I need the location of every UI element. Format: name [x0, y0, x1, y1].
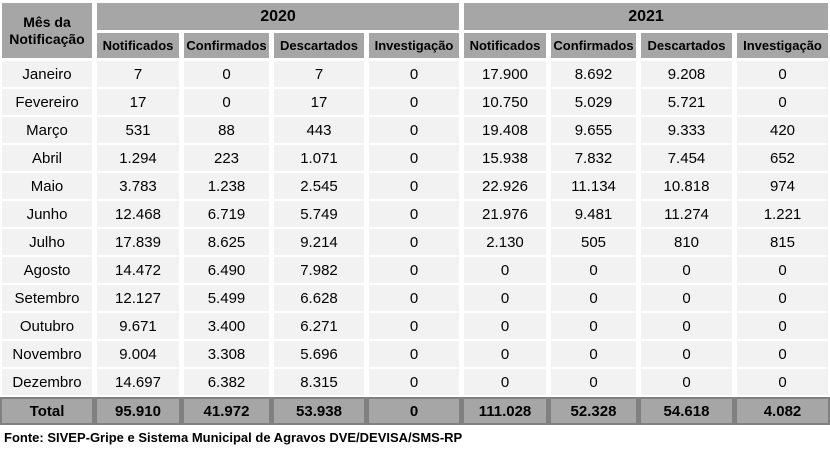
table-row	[2, 61, 828, 87]
total-value-cell: 53.938	[274, 399, 364, 423]
column-header-confirmados-2020: Confirmados	[184, 33, 269, 58]
value-cell: 0	[369, 117, 459, 143]
value-cell: 8.625	[184, 229, 269, 255]
table-row	[2, 173, 828, 199]
value-cell: 1.294	[97, 145, 179, 171]
value-cell: 14.472	[97, 257, 179, 283]
value-cell: 0	[737, 369, 828, 395]
value-cell: 3.308	[184, 341, 269, 367]
value-cell: 12.127	[97, 285, 179, 311]
value-cell: 7.982	[274, 257, 364, 283]
value-cell: 17.839	[97, 229, 179, 255]
value-cell: 6.271	[274, 313, 364, 339]
value-cell: 21.976	[464, 201, 546, 227]
total-value-cell: 111.028	[464, 399, 546, 423]
value-cell: 0	[737, 89, 828, 115]
month-cell: Julho	[2, 229, 92, 255]
table-row	[2, 201, 828, 227]
value-cell: 9.481	[551, 201, 636, 227]
column-header-confirmados-2021: Confirmados	[551, 33, 636, 58]
value-cell: 7.832	[551, 145, 636, 171]
value-cell: 0	[369, 145, 459, 171]
value-cell: 5.696	[274, 341, 364, 367]
value-cell: 0	[737, 341, 828, 367]
value-cell: 9.671	[97, 313, 179, 339]
value-cell: 6.719	[184, 201, 269, 227]
month-cell: Maio	[2, 173, 92, 199]
value-cell: 223	[184, 145, 269, 171]
value-cell: 9.655	[551, 117, 636, 143]
column-header-descartados-2020: Descartados	[274, 33, 364, 58]
value-cell: 17	[274, 89, 364, 115]
value-cell: 14.697	[97, 369, 179, 395]
value-cell: 0	[641, 341, 732, 367]
value-cell: 11.274	[641, 201, 732, 227]
value-cell: 810	[641, 229, 732, 255]
value-cell: 9.214	[274, 229, 364, 255]
table-row	[2, 285, 828, 311]
value-cell: 9.333	[641, 117, 732, 143]
value-cell: 6.628	[274, 285, 364, 311]
value-cell: 0	[369, 369, 459, 395]
value-cell: 17	[97, 89, 179, 115]
value-cell: 0	[464, 257, 546, 283]
total-value-cell: 0	[369, 399, 459, 423]
value-cell: 0	[369, 229, 459, 255]
value-cell: 0	[369, 257, 459, 283]
value-cell: 0	[184, 61, 269, 87]
value-cell: 5.721	[641, 89, 732, 115]
value-cell: 0	[369, 173, 459, 199]
value-cell: 0	[464, 341, 546, 367]
value-cell: 5.499	[184, 285, 269, 311]
value-cell: 6.382	[184, 369, 269, 395]
value-cell: 0	[551, 313, 636, 339]
value-cell: 1.238	[184, 173, 269, 199]
total-value-cell: 95.910	[97, 399, 179, 423]
year-header-2020: 2020	[97, 3, 459, 30]
value-cell: 0	[184, 89, 269, 115]
value-cell: 531	[97, 117, 179, 143]
value-cell: 0	[551, 257, 636, 283]
value-cell: 0	[551, 285, 636, 311]
table-row	[2, 229, 828, 255]
value-cell: 0	[369, 313, 459, 339]
value-cell: 0	[737, 313, 828, 339]
table-row	[2, 89, 828, 115]
value-cell: 3.783	[97, 173, 179, 199]
value-cell: 9.208	[641, 61, 732, 87]
source-note: Fonte: SIVEP-Gripe e Sistema Municipal de Agravos DVE/DEVISA/SMS-RP	[4, 430, 463, 445]
value-cell: 2.130	[464, 229, 546, 255]
total-value-cell: 54.618	[641, 399, 732, 423]
value-cell: 7.454	[641, 145, 732, 171]
value-cell: 12.468	[97, 201, 179, 227]
value-cell: 815	[737, 229, 828, 255]
table-row	[2, 257, 828, 283]
value-cell: 0	[641, 257, 732, 283]
value-cell: 420	[737, 117, 828, 143]
table-header	[2, 3, 828, 58]
value-cell: 5.749	[274, 201, 364, 227]
value-cell: 88	[184, 117, 269, 143]
column-header-investigacao-2021: Investigação	[737, 33, 828, 58]
month-cell: Abril	[2, 145, 92, 171]
value-cell: 17.900	[464, 61, 546, 87]
month-cell: Outubro	[2, 313, 92, 339]
column-header-notificados-2021: Notificados	[464, 33, 546, 58]
value-cell: 0	[369, 341, 459, 367]
value-cell: 10.818	[641, 173, 732, 199]
value-cell: 5.029	[551, 89, 636, 115]
value-cell: 11.134	[551, 173, 636, 199]
month-cell: Dezembro	[2, 369, 92, 395]
value-cell: 7	[274, 61, 364, 87]
value-cell: 0	[369, 89, 459, 115]
value-cell: 10.750	[464, 89, 546, 115]
value-cell: 8.692	[551, 61, 636, 87]
value-cell: 6.490	[184, 257, 269, 283]
value-cell: 19.408	[464, 117, 546, 143]
table-row	[2, 341, 828, 367]
month-cell: Agosto	[2, 257, 92, 283]
total-row-band	[0, 397, 830, 425]
value-cell: 2.545	[274, 173, 364, 199]
table-body	[2, 61, 828, 395]
total-value-cell: 41.972	[184, 399, 269, 423]
table-row	[2, 313, 828, 339]
month-cell: Setembro	[2, 285, 92, 311]
month-cell: Março	[2, 117, 92, 143]
value-cell: 0	[464, 285, 546, 311]
total-label-cell: Total	[2, 399, 92, 423]
value-cell: 974	[737, 173, 828, 199]
value-cell: 3.400	[184, 313, 269, 339]
column-header-investigacao-2020: Investigação	[369, 33, 459, 58]
month-cell: Fevereiro	[2, 89, 92, 115]
month-cell: Junho	[2, 201, 92, 227]
column-header-notificados-2020: Notificados	[97, 33, 179, 58]
column-header-descartados-2021: Descartados	[641, 33, 732, 58]
value-cell: 1.221	[737, 201, 828, 227]
value-cell: 0	[641, 369, 732, 395]
value-cell: 9.004	[97, 341, 179, 367]
value-cell: 0	[551, 369, 636, 395]
corner-header-cell: Mês da Notificação	[2, 3, 92, 58]
value-cell: 0	[369, 201, 459, 227]
value-cell: 0	[464, 313, 546, 339]
value-cell: 15.938	[464, 145, 546, 171]
table-row	[2, 369, 828, 395]
value-cell: 0	[737, 285, 828, 311]
value-cell: 1.071	[274, 145, 364, 171]
month-cell: Janeiro	[2, 61, 92, 87]
value-cell: 652	[737, 145, 828, 171]
value-cell: 505	[551, 229, 636, 255]
year-header-2021: 2021	[464, 3, 828, 30]
value-cell: 0	[464, 369, 546, 395]
value-cell: 443	[274, 117, 364, 143]
value-cell: 0	[641, 285, 732, 311]
month-cell: Novembro	[2, 341, 92, 367]
value-cell: 0	[369, 61, 459, 87]
value-cell: 0	[369, 285, 459, 311]
value-cell: 0	[737, 257, 828, 283]
table-row	[2, 145, 828, 171]
value-cell: 0	[737, 61, 828, 87]
total-value-cell: 4.082	[737, 399, 828, 423]
value-cell: 0	[551, 341, 636, 367]
value-cell: 8.315	[274, 369, 364, 395]
value-cell: 7	[97, 61, 179, 87]
table-row	[2, 117, 828, 143]
total-value-cell: 52.328	[551, 399, 636, 423]
value-cell: 0	[641, 313, 732, 339]
total-row	[2, 399, 828, 423]
value-cell: 22.926	[464, 173, 546, 199]
